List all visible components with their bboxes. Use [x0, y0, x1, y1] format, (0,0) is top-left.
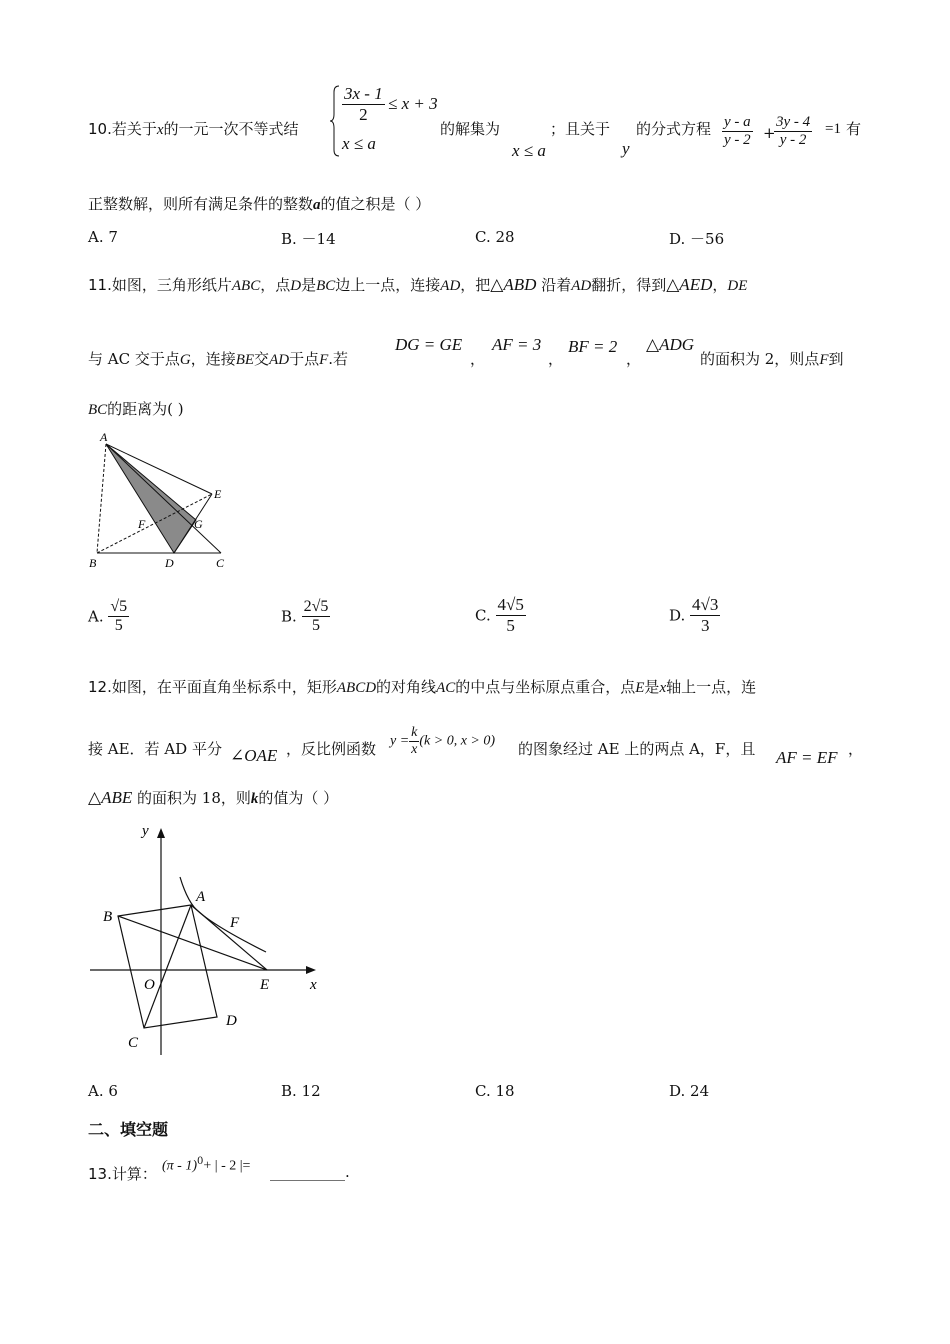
segment-ab	[97, 444, 106, 553]
q12-function: y = $\frac{k}{x}$ (k > 0, x > 0)	[390, 725, 496, 757]
label-f: F	[230, 915, 240, 931]
q10-line1: 10.若关于x的一元一次不等式结	[88, 120, 299, 138]
q10-option-d[interactable]: D. －56	[669, 230, 725, 248]
q10-option-b[interactable]: B. －14	[281, 230, 336, 248]
label-f: F	[138, 517, 146, 531]
q12-line3: △ABE 的面积为 18，则k的值为（ ）	[88, 788, 339, 807]
label-b: B	[89, 556, 97, 570]
label-e: E	[214, 487, 222, 501]
label-d: D	[226, 1013, 237, 1029]
q12-line1: 12.如图，在平面直角坐标系中，矩形ABCD的对角线AC的中点与坐标原点重合，点E是x轴上一点，连	[88, 678, 757, 696]
diagonal-ac	[144, 905, 191, 1028]
section-title: 二、填空题	[88, 1120, 169, 1139]
q13-line: 13.计算：	[88, 1165, 157, 1183]
segment-be	[118, 916, 267, 970]
brace-icon	[330, 84, 340, 158]
q11-option-c[interactable]: C. $\frac{4√5}{5}$	[475, 595, 524, 635]
q11-option-d[interactable]: D. $\frac{4√3}{3}$	[669, 595, 719, 635]
q11-line3: BC的距离为( )	[88, 400, 184, 418]
label-a: A	[100, 430, 108, 444]
q12-figure	[88, 815, 338, 1060]
label-e: E	[260, 977, 270, 993]
label-b: B	[103, 909, 113, 925]
q11-option-b[interactable]: B. $\frac{2√5}{5}$	[281, 598, 329, 634]
x-axis-arrow-icon	[306, 966, 316, 974]
label-x: x	[310, 977, 317, 993]
label-a: A	[196, 889, 206, 905]
label-o: O	[144, 977, 155, 993]
q13-answer-blank[interactable]: __________.	[270, 1163, 350, 1181]
q12-option-b[interactable]: B. 12	[281, 1082, 321, 1100]
q13-expression: (π - 1)$^0$+ | - 2 |=	[162, 1156, 251, 1174]
q10-fraction-1: $\frac{y - a}{y - 2}$	[724, 114, 751, 148]
label-g: G	[194, 517, 203, 531]
q11-line2: 与 AC 交于点G，连接BE交AD于点F.若	[88, 350, 349, 368]
label-c: C	[128, 1035, 139, 1051]
label-y: y	[142, 823, 149, 839]
y-axis-arrow-icon	[157, 828, 165, 838]
label-d: D	[165, 556, 174, 570]
q11-line2-end: 的面积为 2，则点F到	[700, 350, 844, 368]
q12-option-a[interactable]: A. 6	[88, 1082, 118, 1100]
shaded-triangle-adg	[106, 444, 196, 553]
q10-line2: 正整数解，则所有满足条件的整数a的值之积是（ ）	[88, 195, 431, 213]
q11-line1: 11.如图，三角形纸片ABC，点D是BC边上一点，连接AD，把△ABD 沿着AD翻折，得到△AED，DE	[88, 275, 748, 294]
q11-figure	[88, 428, 238, 576]
q10-fraction-2: $\frac{3y - 4}{y - 2}$	[776, 114, 811, 148]
q11-option-a[interactable]: A. $\frac{√5}{5}$	[88, 598, 128, 634]
q10-inequality-system: $\frac{3x - 1}{2}$ ≤ x + 3 x ≤ a	[330, 84, 440, 158]
label-c: C	[216, 556, 225, 570]
q10-number: 10.	[88, 120, 112, 138]
q10-option-a[interactable]: A. 7	[88, 228, 118, 246]
q12-option-d[interactable]: D. 24	[669, 1082, 710, 1100]
q12-option-c[interactable]: C. 18	[475, 1082, 515, 1100]
q10-option-c[interactable]: C. 28	[475, 228, 515, 246]
